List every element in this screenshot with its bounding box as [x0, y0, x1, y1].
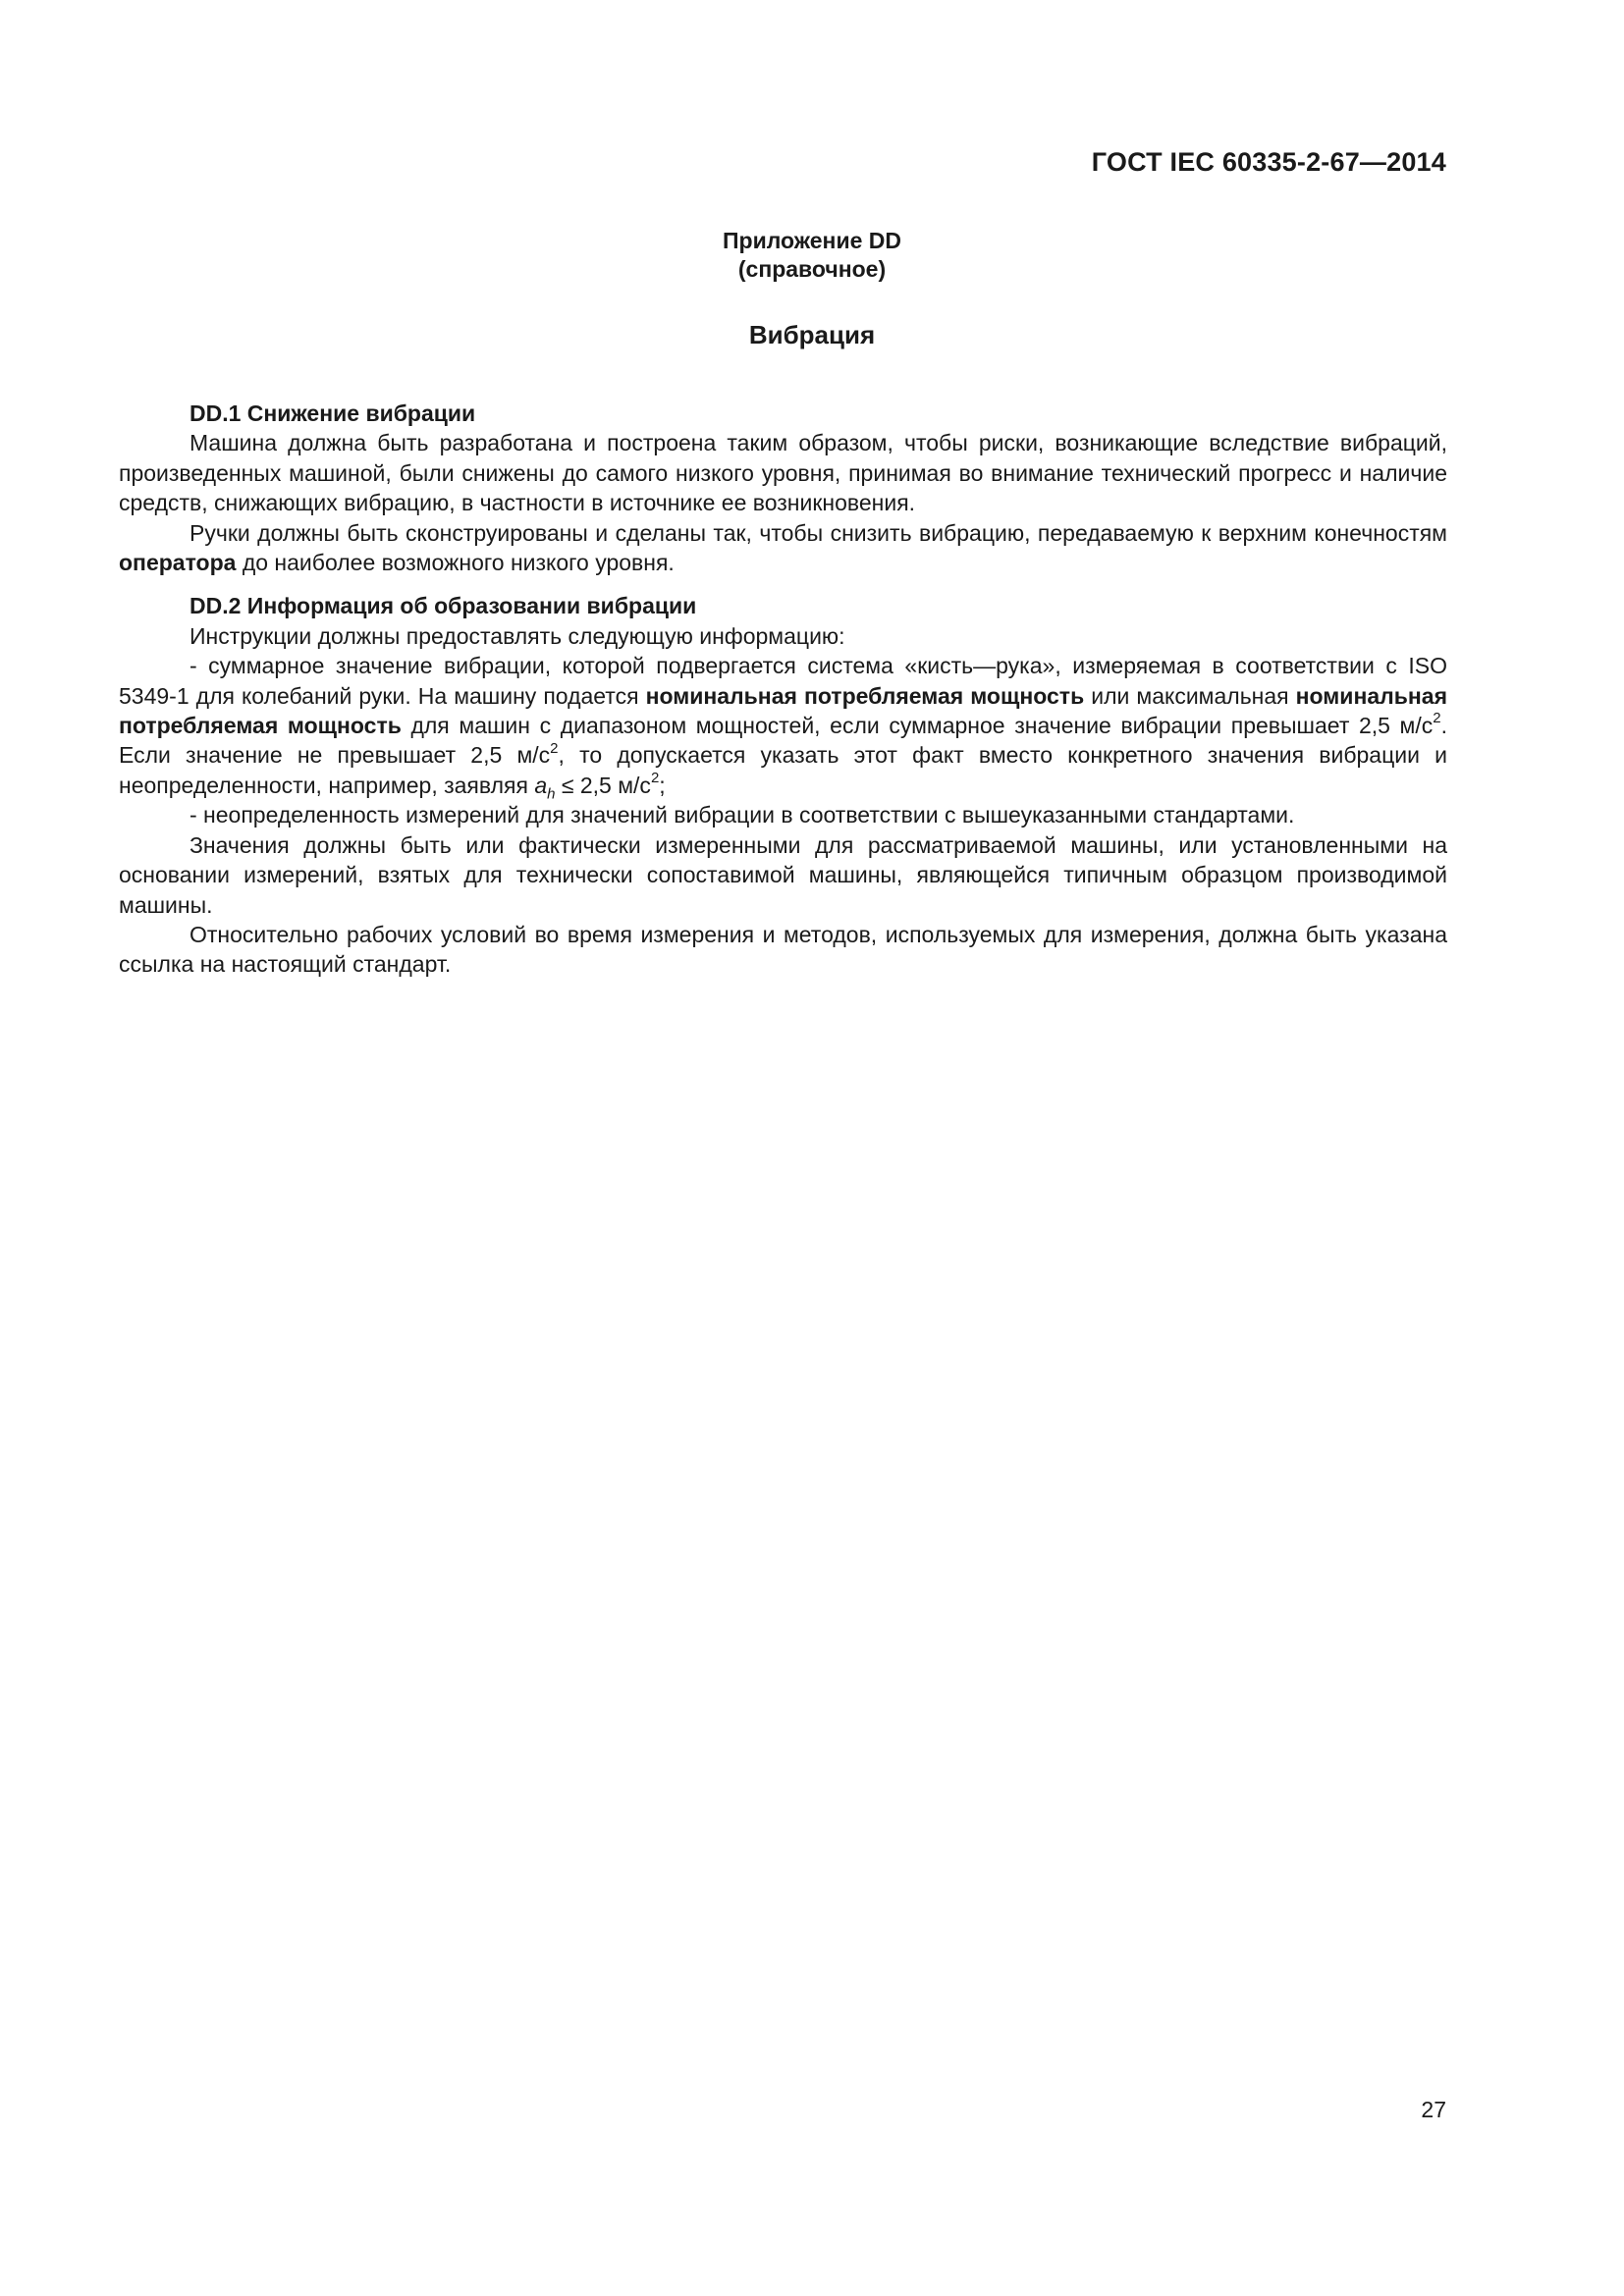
text-segment: ; — [659, 772, 666, 798]
superscript: 2 — [1433, 710, 1441, 727]
paragraph-dd1-1: Машина должна быть разработана и построена таким образом, чтобы риски, возникающие вследствие вибраций, произведенных машиной, были снижены до самого низкого уровня, принимая во внимание технический прогресс и наличие средств, снижающих вибрацию, в частности в источнике ее возникновения. — [119, 430, 1447, 516]
paragraph-dd2-reference: Относительно рабочих условий во время измерения и методов, используемых для измерения, должна быть указана ссылка на настоящий стандарт. — [119, 921, 1447, 978]
document-body — [119, 399, 1447, 980]
appendix-block — [0, 227, 1624, 284]
list-item-uncertainty: - неопределенность измерений для значений вибрации в соответствии с вышеуказанными стандартами. — [189, 802, 1295, 828]
appendix-label: Приложение DD — [722, 228, 901, 253]
term-operator: оператора — [119, 550, 237, 576]
superscript: 2 — [550, 739, 559, 757]
text-segment: ≤ 2,5 м/с — [555, 772, 651, 798]
text-segment: Ручки должны быть сконструированы и сделаны так, чтобы снизить вибрацию, передаваемую к верхним конечностям — [189, 519, 1447, 546]
variable-a: a — [534, 772, 548, 798]
section-heading-dd1: DD.1 Снижение вибрации — [189, 400, 476, 426]
paragraph-dd2-intro: Инструкции должны предоставлять следующую информацию: — [189, 622, 845, 649]
appendix-type: (справочное) — [737, 256, 887, 282]
list-item-vibration-value — [119, 651, 1447, 803]
paragraph-dd1-2 — [119, 518, 1447, 578]
text-segment: для машин с диапазоном мощностей, если суммарное значение вибрации превышает 2,5 м/с — [401, 713, 1434, 739]
text-segment: или максимальная — [1084, 682, 1296, 709]
subscript: h — [547, 785, 556, 803]
text-segment: до наиболее возможного низкого уровня. — [236, 550, 675, 576]
text-segment: . Если значение не превышает 2,5 м/с — [119, 713, 1447, 769]
paragraph-dd2-values: Значения должны быть или фактически измеренными для рассматриваемой машины, или установленными на основании измерений, взятых для технически сопоставимой машины, являющейся типичным образцом производимой машины. — [119, 831, 1447, 918]
term-rated-power: номинальная потребляемая мощность — [119, 682, 1447, 739]
text-segment: - суммарное значение вибрации, которой подвергается система «кисть—рука», измеряемая в соответствии с ISO 5349-1 для колебаний руки. На машину подается — [119, 653, 1447, 709]
section-heading-dd2: DD.2 Информация об образовании вибрации — [189, 593, 697, 619]
superscript: 2 — [650, 770, 660, 787]
text-segment: , то допускается указать этот факт вместо конкретного значения вибрации и неопределенности, например, заявляя — [119, 742, 1447, 798]
standard-header: ГОСТ IEC 60335-2-67—2014 — [1091, 147, 1446, 177]
page-number: 27 — [1421, 2097, 1446, 2122]
term-rated-power: номинальная потребляемая мощность — [645, 682, 1085, 709]
page-title: Вибрация — [748, 320, 876, 349]
